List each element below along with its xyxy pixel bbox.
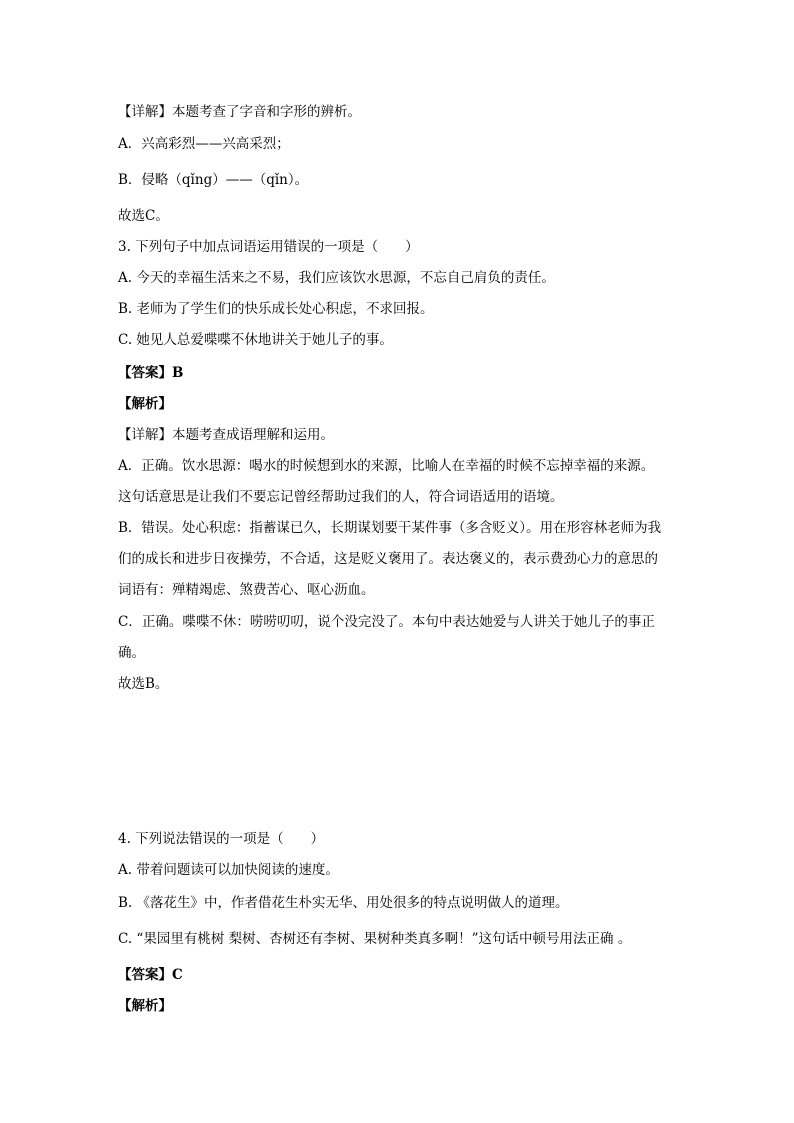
q4-option-a: A. 带着问题读可以加快阅读的速度。 [118,862,339,878]
q4-analysis-heading: 【解析】 [118,998,172,1014]
q3-conclusion: 故选B。 [118,676,169,692]
q3-explain-c-line1: C．正确。喋喋不休：唠唠叨叨，说个没完没了。本句中表达她爱与人讲关于她儿子的事正 [118,614,655,630]
q2-conclusion: 故选C。 [118,208,169,224]
q3-option-c: C. 她见人总爱喋喋不休地讲关于她儿子的事。 [118,332,393,348]
q3-explain-a-line2: 这句话意思是让我们不要忘记曾经帮助过我们的人，符合词语适用的语境。 [118,489,564,505]
q3-explain-b-line2: 们的成长和进步日夜操劳，不合适，这是贬义褒用了。表达褒义的，表示费劲心力的意思的 [118,551,658,567]
q2-detail-line: 【详解】本题考查了字音和字形的辨析。 [118,104,361,120]
q4-option-c: C. “果园里有桃树 梨树、杏树还有李树、果树种类真多啊！”这句话中顿号用法正确 。 [118,931,632,947]
q3-analysis-heading: 【解析】 [118,396,172,412]
q4-answer: 【答案】C [118,967,183,983]
q4-option-b: B. 《落花生》中，作者借花生朴实无华、用处很多的特点说明做人的道理。 [118,895,569,911]
q3-detail: 【详解】本题考查成语理解和运用。 [118,427,334,443]
q2-explain-b: B．侵略（qǐng）——（qǐn）。 [118,172,309,188]
q3-explain-a-line1: A．正确。饮水思源：喝水的时候想到水的来源，比喻人在幸福的时候不忘掉幸福的来源。 [118,458,655,474]
q3-explain-b-line1: B．错误。处心积虑：指蓄谋已久，长期谋划要干某件事（多含贬义）。用在形容林老师为我 [118,520,662,536]
q3-explain-c-line2: 确。 [118,645,145,661]
q2-explain-a: A．兴高彩烈——兴高采烈； [118,136,290,152]
q3-stem: 3. 下列句子中加点词语运用错误的一项是（ ） [118,239,419,255]
q3-option-a: A. 今天的幸福生活来之不易，我们应该饮水思源，不忘自己肩负的责任。 [118,270,555,286]
q3-option-b: B. 老师为了学生们的快乐成长处心积虑，不求回报。 [118,301,434,317]
q4-stem: 4. 下列说法错误的一项是（ ） [118,831,325,847]
q3-explain-b-line3: 词语有：殚精竭虑、煞费苦心、呕心沥血。 [118,582,375,598]
q3-answer: 【答案】B [118,365,184,381]
